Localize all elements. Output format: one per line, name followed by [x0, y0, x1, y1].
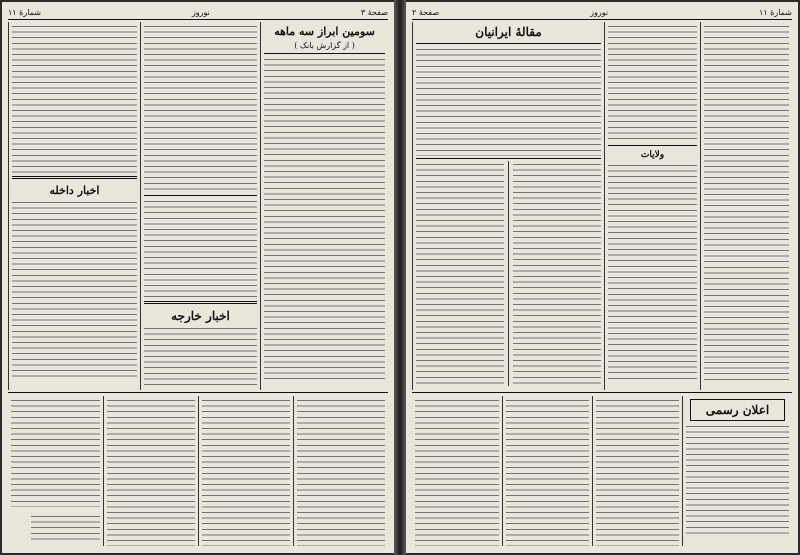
- right-page: [406, 2, 798, 553]
- left-article-text-3: [144, 198, 257, 298]
- left-domestic-news-heading: اخبار داخله: [49, 184, 100, 197]
- left-bottom-text-4: [11, 397, 100, 507]
- right-main-headline: مقالهٔ ایرانیان: [475, 25, 542, 39]
- left-issue-label: شمارهٔ ۱۱: [8, 7, 41, 17]
- right-bottom-text-3: [506, 397, 589, 546]
- left-foreign-news-heading: اخبار خارجه: [171, 309, 230, 323]
- left-article-text-2: [144, 23, 257, 193]
- left-column-2: [140, 22, 260, 390]
- left-paper-name: نوروز: [191, 7, 210, 17]
- left-bottom-text-2: [202, 397, 290, 546]
- right-bottom-column-2: [592, 396, 682, 546]
- left-main-headline: سومین ابراز سه ماهه: [274, 25, 375, 38]
- right-bottom-text-2: [596, 397, 679, 546]
- left-masthead: [8, 5, 388, 20]
- right-masthead: [412, 5, 792, 20]
- left-page-label: صفحهٔ ۳: [360, 7, 388, 17]
- right-page-label: صفحهٔ ۲: [412, 7, 440, 17]
- right-bottom-column-1: [682, 396, 792, 546]
- left-bottom-column-4: [8, 396, 103, 546]
- right-article-text-3: [608, 162, 697, 382]
- left-article-text: [264, 56, 385, 381]
- left-column-3: [8, 22, 140, 390]
- left-article-text-4: [144, 325, 257, 385]
- left-bottom-column-2: [198, 396, 293, 546]
- right-article-text-4: [416, 46, 601, 156]
- right-bottom-text-1: [686, 423, 789, 535]
- left-bottom-column-1: [293, 396, 388, 546]
- right-provinces-heading: ولایات: [640, 150, 665, 160]
- left-article-text-6: [12, 199, 137, 379]
- right-column-main: [412, 22, 604, 390]
- left-page: [2, 2, 394, 553]
- left-bottom-column-3: [103, 396, 198, 546]
- right-article-text-5: [513, 161, 601, 386]
- left-column-1: [260, 22, 388, 390]
- right-bottom-column-4: [412, 396, 502, 546]
- binding-gutter: [394, 0, 406, 555]
- left-article-text-5: [12, 23, 137, 173]
- right-column-2: [604, 22, 700, 390]
- right-article-text-6: [416, 161, 504, 386]
- left-bottom-text-3: [107, 397, 195, 546]
- right-column-1: [700, 22, 792, 390]
- right-notice-box-heading: اعلان رسمی: [690, 399, 785, 421]
- right-issue-label: شمارهٔ ۱۱: [759, 7, 792, 17]
- right-article-text-2: [608, 23, 697, 143]
- right-bottom-text-4: [415, 397, 499, 546]
- right-bottom-column-3: [502, 396, 592, 546]
- left-bottom-text-1: [297, 397, 385, 546]
- left-bottom-text-5: [31, 513, 100, 543]
- right-columns: [412, 22, 792, 549]
- right-paper-name: نوروز: [590, 7, 609, 17]
- left-columns: [8, 22, 388, 549]
- left-subheadline: ( از گزارش بانک ): [294, 41, 355, 50]
- right-article-text-1: [704, 23, 789, 383]
